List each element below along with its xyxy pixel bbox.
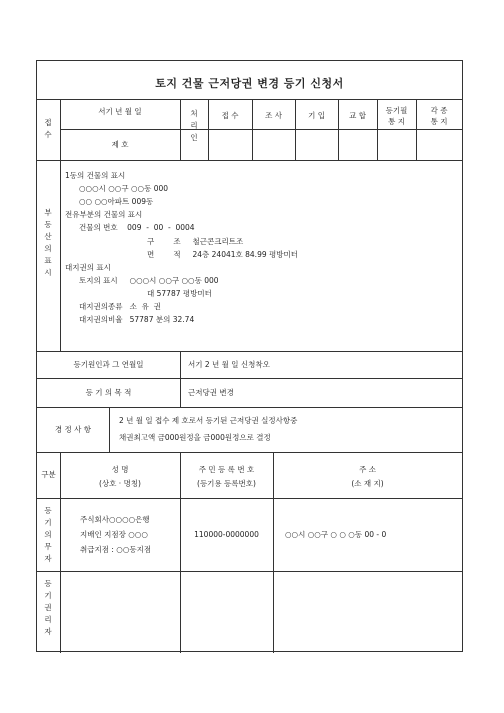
property-line: 대지권의비율 57787 분의 32.74 [79, 315, 195, 325]
purpose-bottom-line [37, 407, 462, 408]
property-line: 건물의 번호 009 - 00 - 0004 [79, 223, 195, 233]
property-line: ○○○시 ○○구 ○○동 000 [79, 184, 169, 194]
property-line: 토지의 표시 ○○○시 ○○구 ○○동 000 [79, 275, 219, 285]
reception-bottom-line [37, 160, 462, 161]
processing-label: 처리인 [190, 109, 198, 142]
property-line: 구 조 철근콘크리트조 [147, 236, 244, 246]
party-header-bottom-line [37, 498, 462, 499]
property-bottom-line [37, 351, 462, 352]
reception-number-label: 제 호 [111, 140, 129, 149]
property-line: 1동의 건물의 표시 [65, 171, 126, 180]
reception-column-header: 각 종 통 지 [430, 106, 448, 126]
reception-processing-divider [208, 99, 209, 160]
form-title: 토지 건물 근저당권 변경 등기 신청서 [155, 77, 344, 90]
reception-column-header: 조 사 [265, 111, 282, 120]
id-subheader: (등기용 등록번호) [197, 479, 256, 488]
reception-column-header: 등기필 통 지 [385, 106, 408, 126]
obligor-bottom-line [37, 571, 462, 572]
property-line: 면 적 24층 24041호 84.99 평방미터 [147, 249, 298, 259]
division-label: 구분 [41, 470, 56, 479]
cause-value: 서기 2 년 월 일 신청착오 [188, 360, 270, 369]
name-header: 성 명 [111, 465, 129, 474]
application-form [36, 60, 463, 652]
property-line: 대지권의 표시 [65, 262, 111, 272]
obligor-name-line-3: 취급지점 : ○○동지점 [80, 545, 152, 554]
reception-col-divider [338, 99, 339, 160]
address-subheader: (소 재 지) [351, 479, 384, 488]
property-line: 대 57787 평방미터 [147, 288, 212, 298]
reception-date-label: 서기 년 월 일 [98, 107, 142, 116]
cause-purpose-divider [180, 351, 181, 407]
property-line: 전유부분의 건물의 표시 [65, 210, 143, 220]
reception-label: 접수 [44, 118, 52, 139]
reception-column-header: 교 합 [349, 111, 366, 120]
obligor-name-line-1: 주식회사○○○○은행 [80, 515, 150, 524]
purpose-label: 등 기 의 목 적 [85, 388, 132, 397]
reception-col-divider [295, 99, 296, 160]
address-header: 주 소 [359, 465, 376, 474]
property-line: 대지권의종류 소 유 권 [79, 302, 161, 311]
reception-column-header: 기 입 [308, 111, 325, 120]
change-line-1: 2 년 월 일 접수 제 호로서 등기된 근저당권 실정사항중 [119, 416, 298, 425]
reception-column-header: 접 수 [221, 111, 239, 120]
property-label-divider [60, 160, 61, 351]
obligor-address: ○○시 ○○구 ○ ○ ○동 00 - 0 [285, 530, 387, 539]
obligor-id: 110000-0000000 [194, 530, 259, 539]
purpose-value: 근저당권 변경 [188, 388, 234, 397]
name-subheader: (상호 · 명칭) [99, 479, 141, 488]
change-label: 경 정 사 항 [54, 425, 92, 434]
change-bottom-line [37, 452, 462, 453]
id-header: 주 민 등 록 번 호 [198, 465, 255, 474]
cause-bottom-line [37, 378, 462, 379]
title-divider [37, 99, 462, 100]
change-line-2: 채권최고액 금000원정을 금000원정으로 결정 [119, 433, 271, 442]
reception-col-divider [252, 99, 253, 160]
obligee-label: 등기권리자 [44, 579, 52, 636]
cause-label: 등기원인과 그 연월일 [73, 360, 144, 369]
change-label-divider [109, 407, 110, 452]
property-label: 부동산의표시 [44, 208, 52, 277]
obligor-label: 등기의무자 [44, 506, 52, 563]
reception-date-divider [180, 99, 181, 160]
property-line: ○○ ○○아파트 009동 [79, 197, 154, 207]
obligor-name-line-2: 지배인 지점장 ○○○ [80, 530, 148, 539]
reception-mid-line [60, 129, 462, 130]
